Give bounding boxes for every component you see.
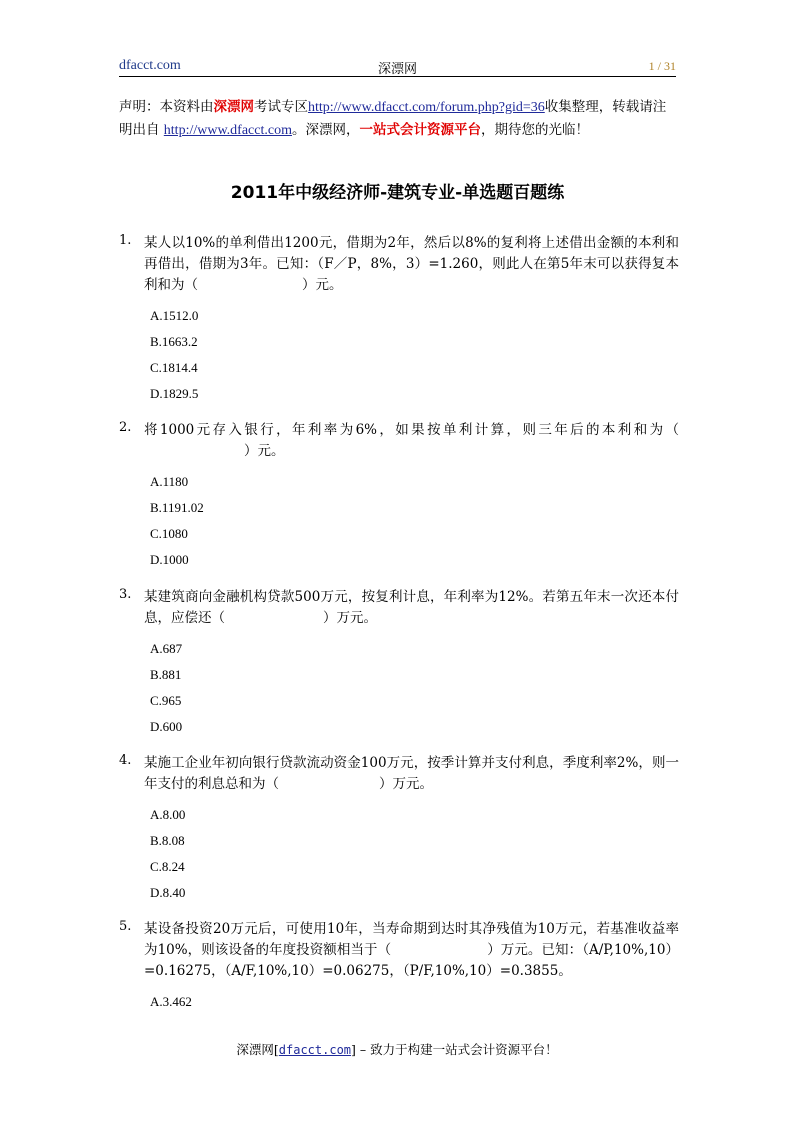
declaration-text-5: ，期待您的光临！ [480,122,589,138]
question-stem: 某建筑商向金融机构贷款500万元，按复利计息，年利率为12%。若第五年末一次还本付息，应偿还（ ）万元。 [144,589,679,626]
option-b: B.1191.02 [150,500,204,515]
page-footer [0,1040,794,1058]
option-a: A.687 [150,641,183,656]
page-number: 1 / 31 [648,59,676,73]
option-a: A.1180 [150,474,189,489]
options-list [150,636,679,740]
header-site-link[interactable]: dfacct.com [119,58,181,73]
options-list [150,303,679,407]
question-stem: 某人以10%的单利借出1200元，借期为2年，然后以8%的复利将上述借出金额的本利和再借出，借期为3年。已知：（F／P，8%，3）=1.260，则此人在第5年末可以获得复本利和为（ ）元。 [144,235,679,293]
footer-text-1: 深漂网[ [236,1042,279,1057]
question-4 [119,753,679,906]
options-list [150,802,679,906]
question-number: 3. [119,587,132,602]
question-5 [119,919,679,1015]
site-link[interactable]: http://www.dfacct.com [163,123,292,138]
footer-site-link[interactable]: dfacct.com [278,1043,352,1057]
question-stem: 某设备投资20万元后，可使用10年，当寿命期到达时其净残值为10万元，若基准收益率为10%，则该设备的年度投资额相当于（ ）万元。已知：（A/P,10%,10）=0.16275，（A/F,10%,10）=0.06275，（P/F,10%,10）=0.3855。 [144,921,679,979]
option-b: B.881 [150,667,182,682]
question-1 [119,233,679,407]
question-2 [119,420,679,573]
declaration-text-2: 考试专区 [254,99,308,115]
option-d: D.1000 [150,552,189,567]
declaration-brand: 深漂网 [213,99,254,115]
page-header [119,56,676,77]
header-center-title: 深漂网 [377,62,417,77]
declaration-text-4: 。深漂网， [291,122,360,138]
question-stem: 将1000元存入银行，年利率为6%，如果按单利计算，则三年后的本利和为（）元。 [144,422,679,459]
option-c: C.1814.4 [150,360,198,375]
declaration [119,96,679,142]
option-a: A.8.00 [150,807,186,822]
forum-link[interactable]: http://www.dfacct.com/forum.php?gid=36 [308,100,545,115]
option-d: D.600 [150,719,183,734]
question-stem: 某施工企业年初向银行贷款流动资金100万元，按季计算并支付利息，季度利率2%，则一年支付的利息总和为（ ）万元。 [144,755,679,792]
option-d: D.1829.5 [150,386,199,401]
declaration-text-1: 声明：本资料由 [119,99,214,115]
document-title: 2011年中级经济师-建筑专业-单选题百题练 [230,183,565,203]
declaration-text-3: 收集整理，转载请注明出自 [119,99,667,138]
question-number: 1. [119,233,132,248]
declaration-slogan: 一站式会计资源平台 [359,122,481,138]
option-d: D.8.40 [150,885,186,900]
question-number: 2. [119,420,132,435]
question-3 [119,587,679,740]
question-number: 5. [119,919,132,934]
options-list [150,989,679,1015]
option-b: B.8.08 [150,833,185,848]
option-a: A.1512.0 [150,308,199,323]
option-c: C.965 [150,693,182,708]
question-number: 4. [119,753,132,768]
options-list [150,469,679,573]
option-b: B.1663.2 [150,334,198,349]
option-c: C.8.24 [150,859,185,874]
option-a: A.3.462 [150,994,192,1009]
footer-text-2: ] – 致力于构建一站式会计资源平台！ [351,1042,558,1057]
option-c: C.1080 [150,526,188,541]
